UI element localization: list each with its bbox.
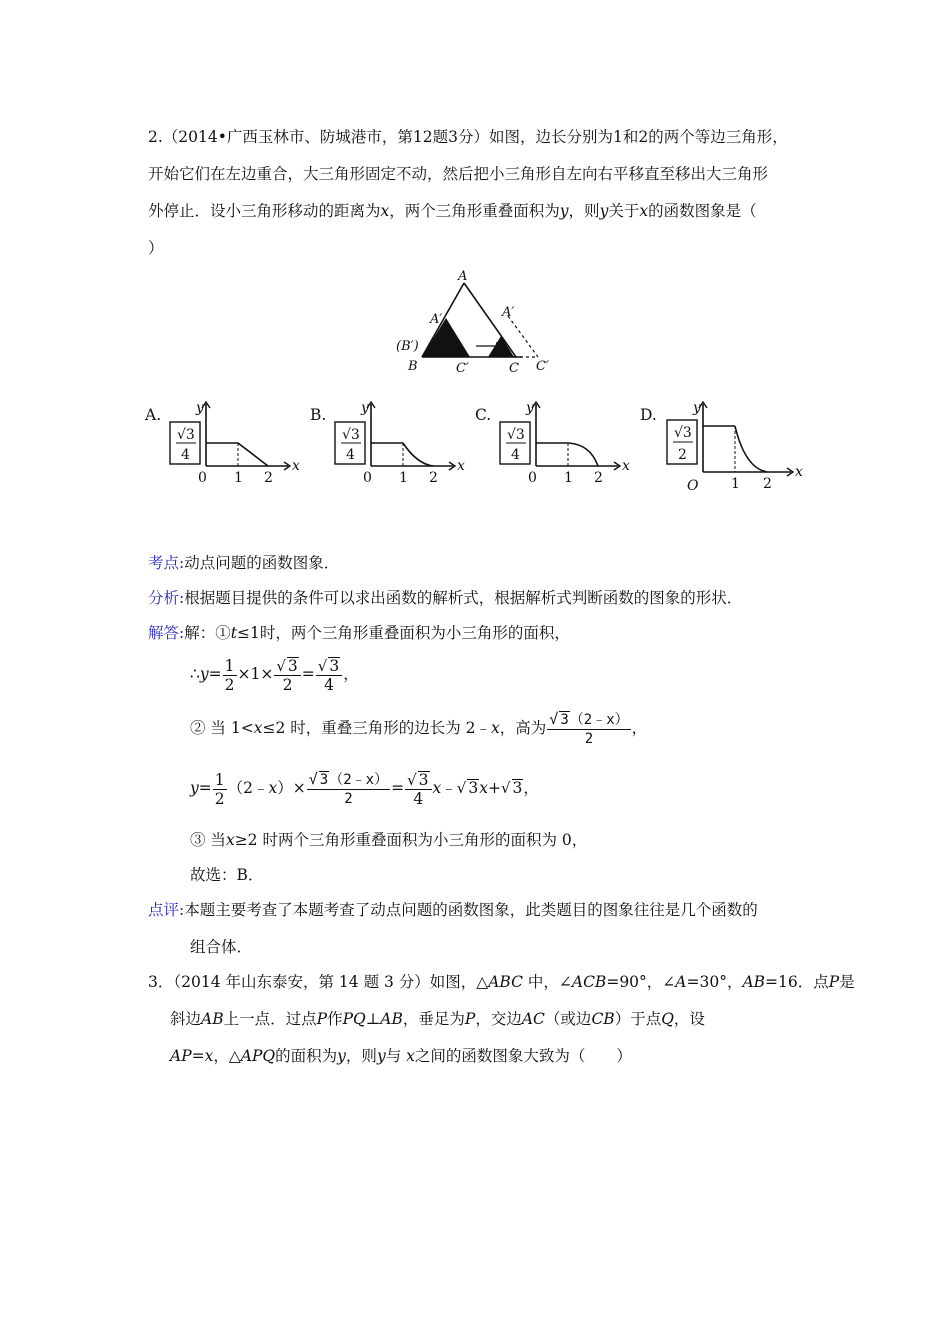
x-axis-label: x [795,464,803,480]
var: P [828,973,840,991]
var: AP [170,1047,192,1065]
radicand: 3 [329,656,340,675]
kaodian-row [148,553,339,573]
option-b-graph [333,398,473,490]
q3-text: =90°，∠ [606,973,676,991]
answer-line: 故选：B． [190,866,264,884]
equals: = [301,665,315,683]
q3-text: 之间的函数图象大致为（ ） [414,1047,632,1065]
step-3 [190,830,587,850]
option-c-graph [498,398,638,490]
denominator: 2 [282,675,293,694]
var: P [316,1010,328,1028]
var: Q [661,1010,674,1028]
x-tick-2: 2 [429,470,438,486]
numerator: 1 [214,770,225,789]
var-x: x [491,719,500,737]
origin-label: 0 [363,470,372,486]
radicand: 3 [319,772,329,788]
comma: ， [631,719,648,737]
x-tick-1: 1 [564,470,573,486]
dianping-text-1: 本题主要考查了本题考查了动点问题的函数图象，此类题目的图象往往是几个函数的 [184,901,758,919]
label-C-prime-2: C′ [536,359,549,374]
var-x: x [225,831,235,849]
step2-c: ≤2 时，重叠三角形的边长为 2﹣ [262,719,492,737]
y-tick-denominator: 2 [678,447,687,463]
step2-a: ② 当 1< [190,719,254,737]
x-axis-label: x [292,458,300,474]
var: CB [591,1010,615,1028]
x-tick-2: 2 [264,470,273,486]
therefore-symbol: ∴ [190,665,200,683]
x-tick-2: 2 [763,476,772,492]
q3-text: =30°， [686,973,743,991]
q3-text: 作 [327,1010,343,1028]
fraction [274,657,300,694]
fenxi-label: 分析: [148,589,185,607]
option-d-graph [665,398,810,494]
var-x: x [268,779,278,797]
label-A: A [458,269,468,284]
x-tick-1: 1 [234,470,243,486]
jieda-1a: 解：① [184,624,231,642]
q2-line3-c: ，则 [568,202,600,220]
q2-number: 2. [148,128,163,146]
label-B-prime: (B′) [396,339,419,354]
origin-label: 0 [198,470,207,486]
kaodian-label: 考点: [148,554,185,572]
q3-text: （或边 [544,1010,592,1028]
q3-line-3 [170,1046,632,1066]
fraction [547,710,630,748]
var: y [376,1047,386,1065]
var: ABC [488,973,523,991]
jieda-row [148,623,570,643]
q3-text: ，设 [673,1010,705,1028]
q3-text: 的面积为 [275,1047,338,1065]
plus: + [487,779,501,797]
option-a-graph [168,398,308,490]
q3-text: ）于点 [614,1010,662,1028]
x-axis-label: x [457,458,465,474]
x-tick-1: 1 [399,470,408,486]
q3-text: ⊥ [365,1010,381,1028]
paren-open: （2﹣ [227,779,269,797]
option-a-letter: A. [145,406,162,424]
comma: ， [343,665,359,683]
label-B: B [408,359,418,374]
denominator: 2 [584,731,594,747]
numerator-rest: （2﹣x） [569,712,629,728]
q2-line-4: ） [148,239,164,257]
radicand: 3 [287,656,298,675]
numerator: 1 [224,656,235,675]
q3-text: ，交边 [475,1010,522,1028]
q2-line3-e: 的函数图象是（ [648,202,757,220]
radicand: 3 [468,779,479,797]
option-d-letter: D. [640,406,657,424]
var-x: x [479,779,488,797]
radicand: 3 [512,779,523,797]
jieda-1c: ≤1时，两个三角形重叠面积为小三角形的面积， [236,624,570,642]
var: x [204,1047,214,1065]
option-c-letter: C. [475,406,492,424]
dianping-row [148,900,758,920]
var: AB [380,1010,403,1028]
numerator: √ 3 [274,657,300,676]
q2-line-1 [148,127,788,147]
jieda-label: 解答: [148,624,185,642]
var: ACB [571,973,607,991]
var: AB [201,1010,224,1028]
fraction [307,770,390,808]
label-A-prime: A′ [430,312,443,327]
var-t: t [230,624,237,642]
dianping-text-2: 组合体． [190,938,253,956]
radicand: 3 [560,712,569,728]
q3-text: ，则 [345,1047,377,1065]
var-y: y [199,665,209,683]
minus: ﹣ [441,779,457,797]
label-C-prime: C′ [456,361,469,376]
step2-e: ，高为 [499,719,547,737]
q2-line-2: 开始它们在左边重合，大三角形固定不动，然后把小三角形自左向右平移直至移出大三角形 [148,165,769,183]
fraction [316,657,342,694]
q3-text: ，△ [213,1047,241,1065]
q3-text: 斜边 [170,1010,202,1028]
var-y: y [599,202,609,220]
y-tick-numerator: √3 [177,427,195,443]
equation-1 [190,654,359,694]
x-tick-2: 2 [594,470,603,486]
equals: = [208,665,222,683]
denominator: 2 [214,789,225,808]
fraction [223,657,237,694]
fraction [405,771,431,808]
var-x: x [253,719,263,737]
var: AC [521,1010,545,1028]
q3-line-1 [148,972,855,992]
y-axis-label: y [196,400,204,416]
comma: ， [523,779,539,797]
option-b-letter: B. [310,406,327,424]
q3-text: ，垂足为 [402,1010,465,1028]
q3-text: （2014 年山东泰安，第 14 题 3 分）如图，△ [173,973,489,991]
var: x [406,1047,415,1065]
var-y: y [559,202,569,220]
q3-number: 3． [148,973,174,991]
origin-label: 0 [528,470,537,486]
var: P [464,1010,476,1028]
label-A-prime-2: A′ [502,305,515,320]
q3-text: =16．点 [765,973,829,991]
equals: = [198,779,212,797]
denominator: 2 [344,791,353,807]
step3-a: ③ 当 [190,831,226,849]
fraction [213,771,227,808]
y-tick-numerator: √3 [342,427,360,443]
y-axis-label: y [693,400,701,416]
q3-text: 与 [385,1047,407,1065]
var: y [337,1047,346,1065]
radicand: 3 [418,770,429,789]
q3-text: 是 [839,973,855,991]
denominator: 2 [224,675,235,694]
step-2 [190,708,647,748]
q2-line-3 [148,201,757,221]
q2-line3-d: 关于 [608,202,640,220]
x-axis-label: x [622,458,630,474]
y-tick-denominator: 4 [181,447,190,463]
q3-text: 上一点．过点 [223,1010,317,1028]
fenxi-row [148,588,742,608]
paren-close-times: ）× [277,779,306,797]
dianping-label: 点评: [148,901,185,919]
var-y: y [190,779,199,797]
numerator: √ 3 [405,771,431,790]
var-x: x [639,202,649,220]
times: ×1× [237,665,274,683]
y-tick-denominator: 4 [346,447,355,463]
var-x: x [380,202,390,220]
kaodian-text: 动点问题的函数图象． [184,554,340,572]
var: AB [742,973,766,991]
equals: = [391,779,405,797]
numerator: √ 3（2﹣x） [308,770,389,788]
equation-2: y= $\frac{1}{2}$ （2﹣x）× $\frac{√ 3(2﹣x)}{2}$ = $\frac{√ 3}{4}$ x﹣√ 3x+√ 3， [190,770,539,808]
q2-line3-a: 外停止．设小三角形移动的距离为 [148,202,381,220]
var: A [675,973,687,991]
numerator: √ 3 [316,657,342,676]
var: APQ [240,1047,276,1065]
denominator: 4 [324,675,334,694]
y-tick-numerator: √3 [674,425,692,441]
var-x: x [432,779,442,797]
q3-text: 中，∠ [522,973,572,991]
fenxi-text: 根据题目提供的条件可以求出函数的解析式，根据解析式判断函数的图象的形状． [184,589,743,607]
origin-label: O [687,478,699,494]
x-tick-1: 1 [731,476,740,492]
y-tick-denominator: 4 [511,447,520,463]
denominator: 4 [413,789,424,808]
q3-text: = [191,1047,205,1065]
label-C: C [509,361,519,376]
numerator-rest: （2﹣x） [329,772,389,788]
q3-line-2 [170,1009,705,1029]
y-axis-label: y [526,400,534,416]
step3-c: ≥2 时两个三角形重叠面积为小三角形的面积为 0， [234,831,588,849]
y-axis-label: y [361,400,369,416]
q2-line3-b: ，两个三角形重叠面积为 [389,202,560,220]
y-tick-numerator: √3 [507,427,525,443]
q2-stem-1: （2014•广西玉林市、防城港市，第12题3分）如图，边长分别为1和2的两个等边三角形， [162,128,788,146]
numerator: √ 3（2﹣x） [549,710,629,728]
var: PQ [342,1010,366,1028]
triangle-figure [390,266,565,378]
